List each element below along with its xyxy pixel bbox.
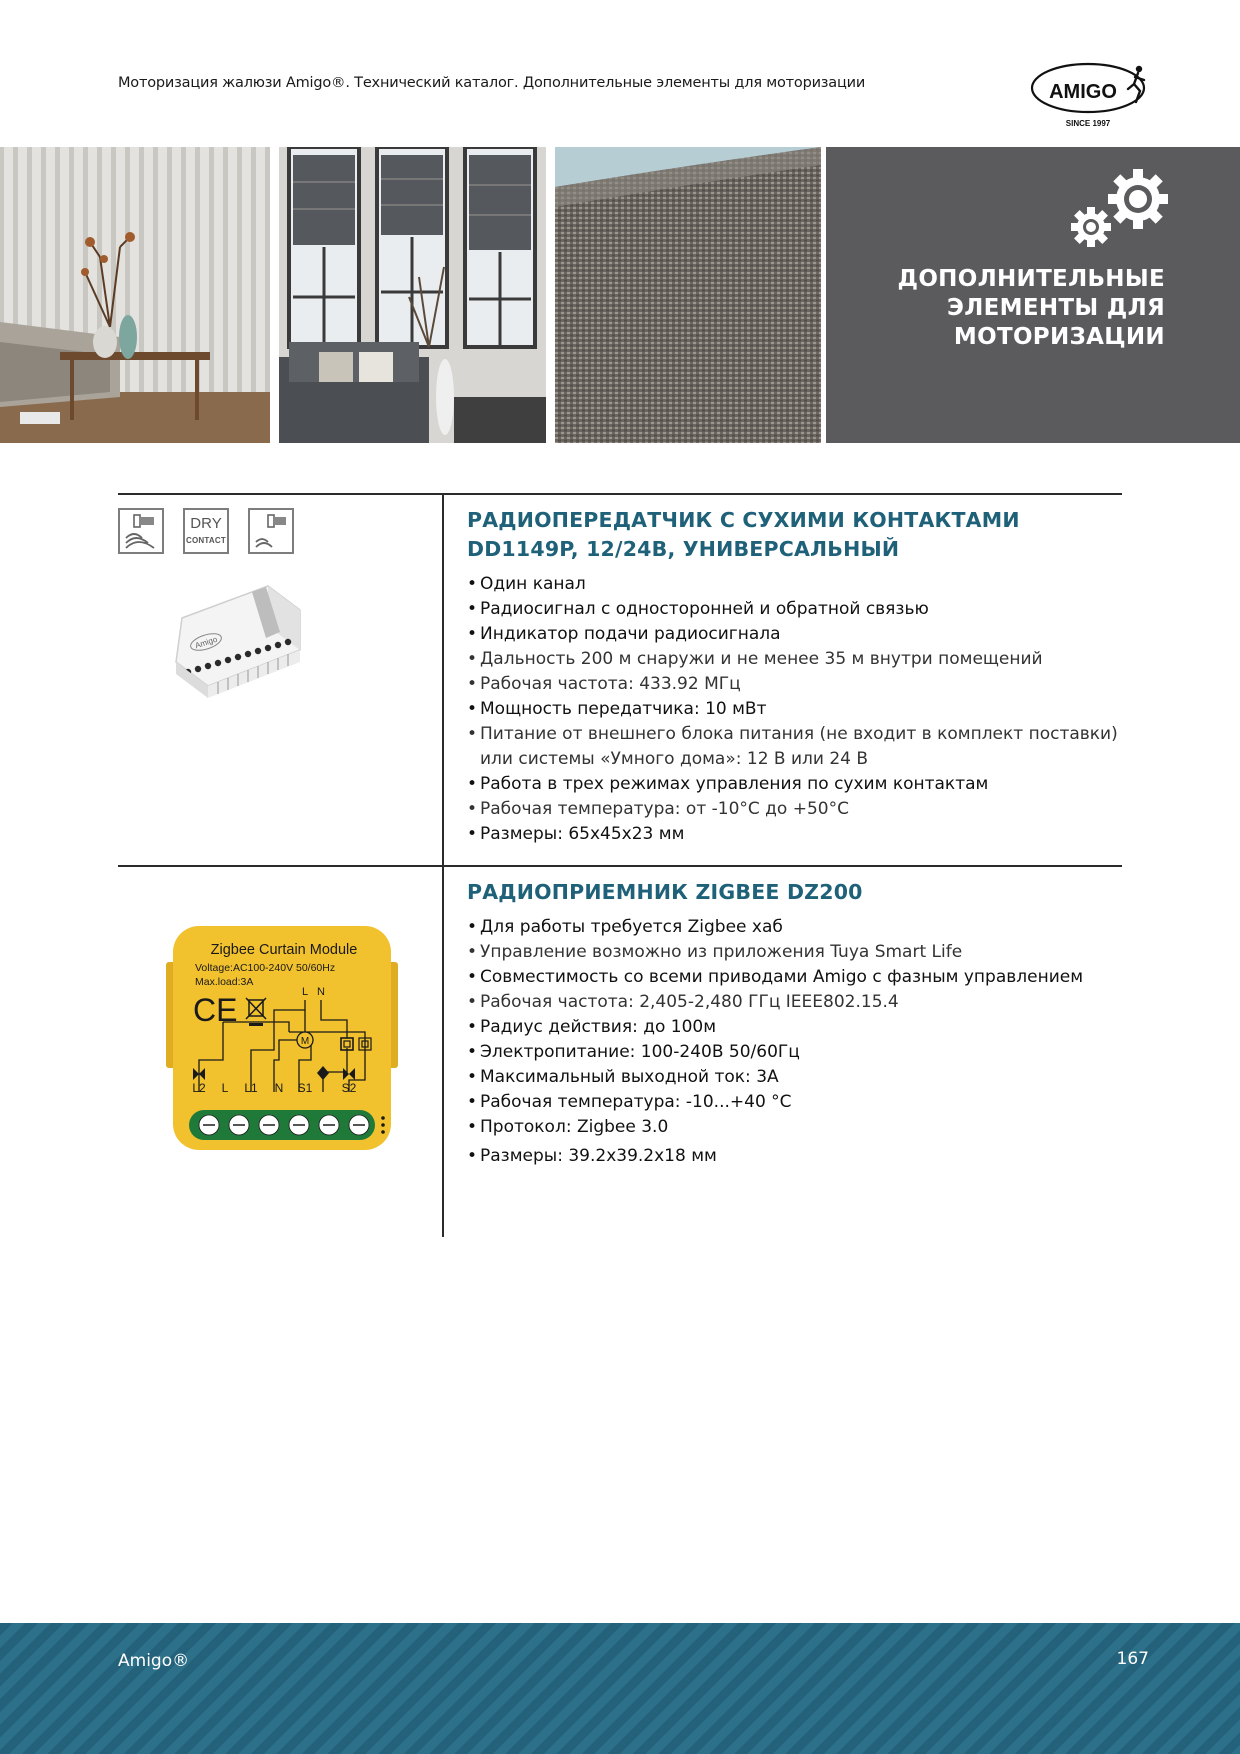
spec-item: • Электропитание: 100-240В 50/60Гц (467, 1040, 1083, 1065)
module-load: Max.load:3A (195, 976, 254, 988)
photo-roman-shades (279, 147, 546, 443)
radio-motor-icon (118, 508, 164, 554)
product-title-line: РАДИОПРИЕМНИК ZIGBEE DZ200 (467, 880, 863, 904)
spec-item: • Управление возможно из приложения Tuya Smart Life (467, 940, 1083, 965)
terminal-label: L (221, 1081, 229, 1095)
column-divider (442, 493, 444, 1237)
module-title: Zigbee Curtain Module (210, 942, 358, 958)
spec-item-text: Питание от внешнего блока питания (не входит в комплект поставки) (480, 724, 1118, 744)
photo-fabric-texture (555, 147, 821, 443)
spec-list (467, 915, 1083, 1169)
row-divider (118, 865, 1122, 867)
section-title (898, 265, 1165, 352)
spec-item: • Размеры: 39.2x39.2x18 мм (467, 1144, 1083, 1169)
spec-item: • Размеры: 65x45x23 мм (467, 822, 1118, 847)
dry-contact-icon-subtext: CONTACT (186, 536, 226, 545)
product-1-info (467, 506, 1118, 847)
terminal-label: L1 (244, 1081, 258, 1095)
transmitter-device-image (168, 580, 306, 708)
module-voltage: Voltage:AC100-240V 50/60Hz (195, 962, 336, 974)
dry-contact-icon (183, 508, 229, 554)
spec-item: • Работа в трех режимах управления по сухим контактам (467, 772, 1118, 797)
terminal-label-top: L (301, 986, 309, 998)
spec-item: • Дальность 200 м снаружи и не менее 35 м внутри помещений (467, 647, 1118, 672)
spec-item: • Мощность передатчика: 10 мВт (467, 697, 1118, 722)
section-title-line: МОТОРИЗАЦИИ (953, 324, 1165, 350)
section-banner-panel (826, 147, 1240, 443)
section-title-line: ЭЛЕМЕНТЫ ДЛЯ (947, 295, 1165, 321)
amigo-logo (1030, 58, 1156, 130)
spec-list (467, 572, 1118, 847)
spec-item: • Для работы требуется Zigbee хаб (467, 915, 1083, 940)
terminal-label: L2 (192, 1081, 206, 1095)
spec-item: • Протокол: Zigbee 3.0 (467, 1115, 1083, 1140)
motor-symbol: M (300, 1036, 310, 1047)
ce-mark: CE (193, 992, 238, 1028)
section-title-line: ДОПОЛНИТЕЛЬНЫЕ (897, 266, 1165, 292)
spec-item: • Максимальный выходной ток: 3А (467, 1065, 1083, 1090)
dry-contact-icon-text: DRY (190, 515, 222, 532)
spec-item: • Радиосигнал с односторонней и обратной связью (467, 597, 1118, 622)
spec-item (467, 722, 1118, 772)
zigbee-module-image (163, 920, 401, 1160)
spec-item: • Рабочая частота: 2,405-2,480 ГГц IEEE802.15.4 (467, 990, 1083, 1015)
page-number: 167 (1116, 1649, 1149, 1669)
footer-band (0, 1623, 1240, 1754)
product-2-info (467, 878, 1083, 1169)
product-title-line: РАДИОПЕРЕДАТЧИК С СУХИМИ КОНТАКТАМИ (467, 508, 1020, 532)
terminal-label-top: N (317, 986, 325, 998)
radio-motor-small-icon (248, 508, 294, 554)
terminal-label: S1 (297, 1081, 313, 1095)
device-brand-label: Amigo (193, 634, 219, 651)
gears-icon (1066, 165, 1178, 255)
document-header-title: Моторизация жалюзи Amigo®. Технический каталог. Дополнительные элементы для моторизации (118, 75, 866, 91)
product-title (467, 878, 1083, 907)
spec-item: • Радиус действия: до 100м (467, 1015, 1083, 1040)
terminal-label: S2 (341, 1081, 357, 1095)
spec-item: • Совместимость со всеми приводами Amigo с фазным управлением (467, 965, 1083, 990)
spec-item: • Рабочая частота: 433.92 МГц (467, 672, 1118, 697)
spec-item: • Один канал (467, 572, 1118, 597)
terminal-label: N (274, 1081, 284, 1095)
spec-item: • Рабочая температура: от -10°C до +50°C (467, 797, 1118, 822)
photo-vertical-blinds (0, 147, 270, 443)
logo-text: AMIGO (1049, 81, 1117, 103)
spec-item-continuation: или системы «Умного дома»: 12 В или 24 В (480, 749, 869, 769)
product-title-line: DD1149P, 12/24В, УНИВЕРСАЛЬНЫЙ (467, 537, 900, 561)
logo-subtitle: SINCE 1997 (1065, 119, 1111, 128)
spec-item: • Рабочая температура: -10...+40 °C (467, 1090, 1083, 1115)
product-title (467, 506, 1118, 564)
spec-item: • Индикатор подачи радиосигнала (467, 622, 1118, 647)
footer-brand: Amigo® (118, 1651, 190, 1671)
table-top-border (118, 493, 1122, 495)
